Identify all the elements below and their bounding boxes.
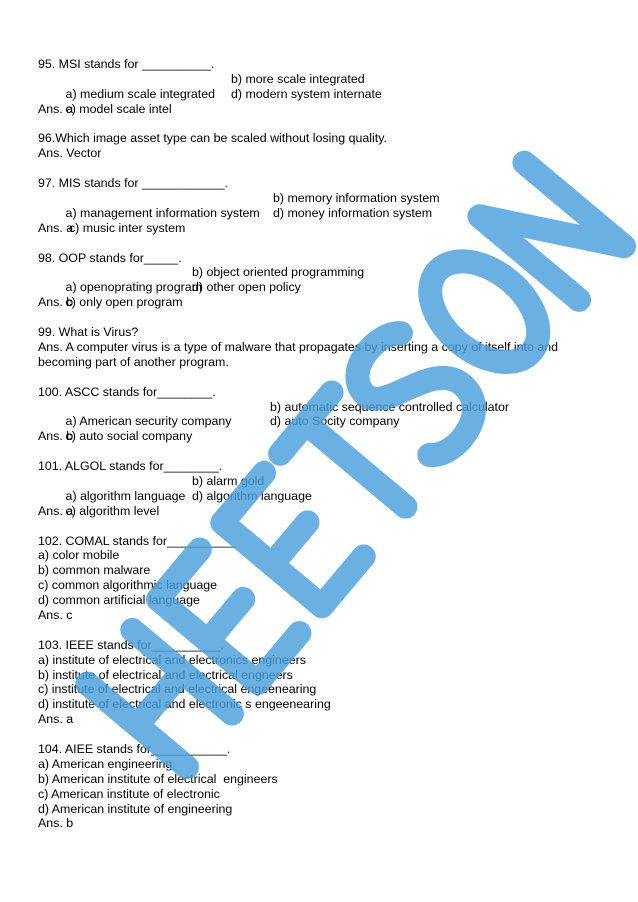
option-d: d) modern system internate <box>231 86 382 101</box>
option-a: a) American engineering <box>38 756 173 771</box>
option-b: b) memory information system <box>273 191 440 206</box>
option-c: c) auto social company <box>65 429 193 444</box>
answer: Ans. a <box>38 101 74 116</box>
option-b: b) automatic sequence controlled calculator <box>270 399 509 414</box>
question-text: 101. ALGOL stands for________. <box>38 459 223 474</box>
option-b: b) more scale integrated <box>231 71 365 86</box>
option-c: c) institute of electrical and electrical engeenearing <box>38 682 317 697</box>
option-b: b) American institute of electrical engineers <box>38 771 278 786</box>
option-d: d) algorithm language <box>192 488 312 503</box>
question-text: 103. IEEE stands for__________. <box>38 637 224 652</box>
question-text: 96.Which image asset type can be scaled without losing quality. <box>38 131 387 146</box>
question-98 <box>38 251 608 311</box>
option-c: c) music inter system <box>65 220 186 235</box>
option-b: b) object oriented programming <box>192 265 365 280</box>
option-b: b) alarm gold <box>192 473 265 488</box>
option-a: a) openoprating program <box>65 280 202 295</box>
option-d: d) auto Socity company <box>270 414 400 429</box>
option-a: a) color mobile <box>38 548 120 563</box>
option-a: a) medium scale integrated <box>65 86 215 101</box>
question-102 <box>38 534 608 623</box>
answer: Ans. a <box>38 503 74 518</box>
option-c: c) algorithm level <box>65 503 160 518</box>
answer: Ans. Vector <box>38 146 102 161</box>
question-text: 102. COMAL stands for__________ <box>38 533 236 548</box>
option-c: c) American institute of electronic <box>38 786 220 801</box>
answer: Ans. b <box>38 295 74 310</box>
question-list <box>38 57 608 846</box>
option-b: b) institute of electrical and electrical engneers <box>38 667 293 682</box>
question-100 <box>38 385 608 445</box>
question-97 <box>38 176 608 236</box>
answer: Ans. b <box>38 816 74 831</box>
answer: Ans. c <box>38 607 73 622</box>
answer: Ans. b <box>38 429 74 444</box>
question-96 <box>38 131 608 161</box>
answer-paragraph: Ans. A computer virus is a type of malware that propagates by inserting a copy of itself into and becoming part of another program. <box>38 339 558 369</box>
option-a: a) American security company <box>65 414 232 429</box>
question-104 <box>38 742 608 831</box>
question-text: 100. ASCC stands for________. <box>38 384 216 399</box>
option-a: a) management information system <box>65 205 260 220</box>
option-d: d) American institute of engineering <box>38 801 233 816</box>
option-d: d) institute of electrical and electronic s engeenearing <box>38 697 331 712</box>
question-99 <box>38 325 608 370</box>
option-c: c) common algorithmic language <box>38 578 218 593</box>
option-d: d) money information system <box>273 205 433 220</box>
option-b: b) common malware <box>38 563 151 578</box>
option-c: c) model scale intel <box>65 101 172 116</box>
option-a: a) algorithm language <box>65 488 186 503</box>
question-text: 98. OOP stands for_____. <box>38 250 182 265</box>
option-c: c) only open program <box>65 295 183 310</box>
option-a: a) institute of electrical and electronics engineers <box>38 652 306 667</box>
question-text: 104. AIEE stands for___________. <box>38 742 231 756</box>
question-text: 95. MSI stands for __________. <box>38 57 215 71</box>
answer: Ans. a <box>38 712 74 727</box>
question-95 <box>38 57 608 117</box>
option-d: d) common artificial language <box>38 593 200 608</box>
question-103 <box>38 638 608 727</box>
answer: Ans. a <box>38 220 74 235</box>
question-text: 99. What is Virus? <box>38 325 139 340</box>
question-101 <box>38 459 608 519</box>
question-text: 97. MIS stands for ____________. <box>38 176 229 191</box>
option-d: d) other open policy <box>192 280 301 295</box>
